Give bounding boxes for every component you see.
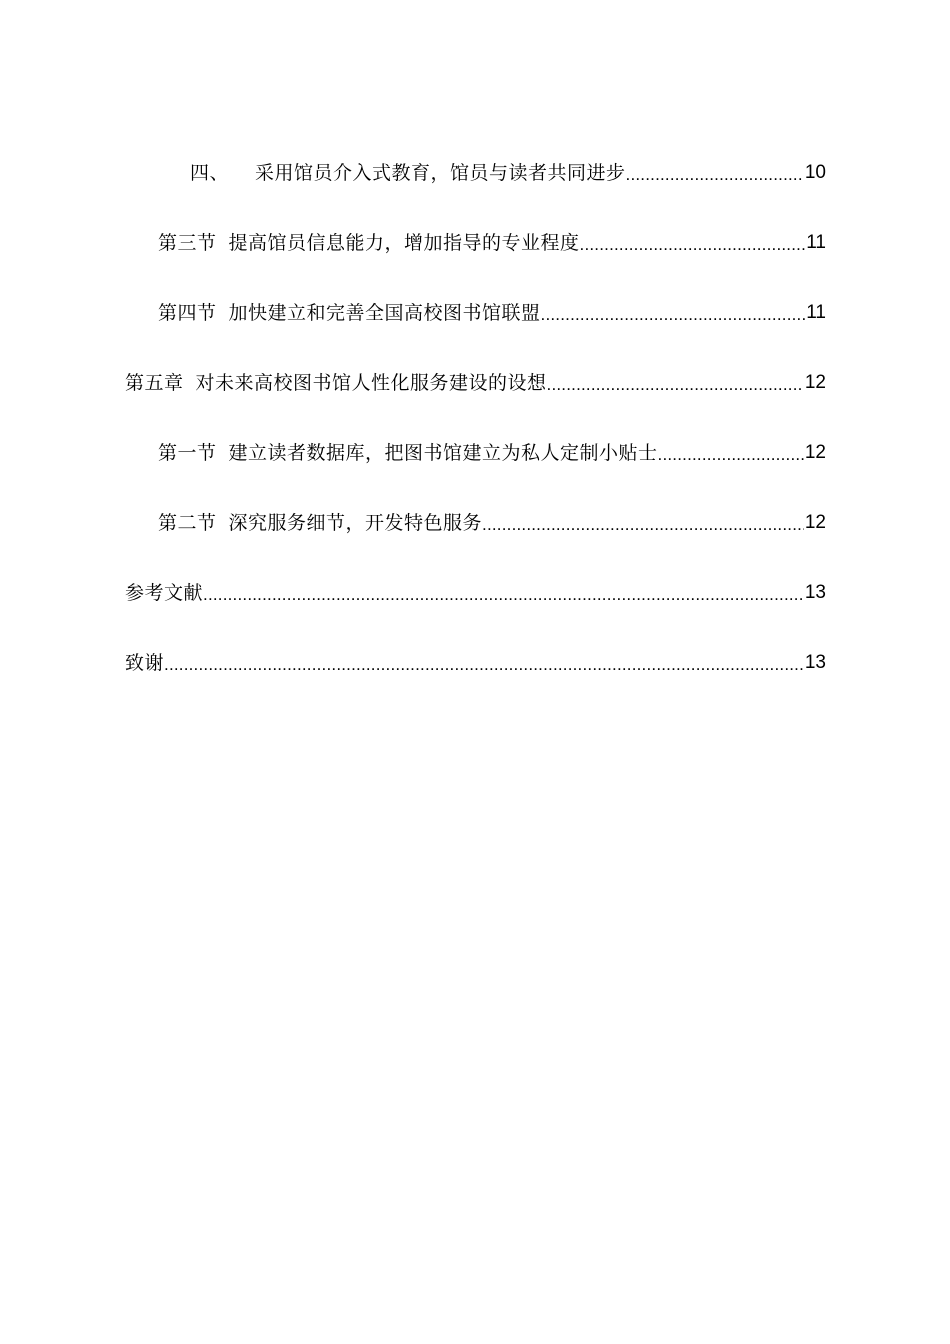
- toc-entry-title: 加快建立和完善全国高校图书馆联盟: [228, 302, 541, 324]
- toc-entry[interactable]: [190, 158, 826, 188]
- toc-entry[interactable]: [158, 508, 826, 538]
- toc-entry-prefix: 第三节: [158, 232, 217, 254]
- dot-leader: [626, 162, 804, 188]
- toc-entry-label: [158, 228, 580, 258]
- toc-entry-prefix: 第二节: [158, 512, 217, 534]
- toc-entry-prefix: 第四节: [158, 302, 217, 324]
- toc-entry-title: 致谢: [125, 652, 165, 674]
- toc-entry-prefix: 第五章: [125, 372, 184, 394]
- toc-entry-page-number: 13: [804, 582, 826, 603]
- toc-entry[interactable]: [158, 298, 826, 328]
- toc-entry-page-number: 11: [806, 302, 826, 323]
- toc-entry-label: [158, 298, 541, 328]
- dot-leader: [541, 302, 806, 328]
- dot-leader: [580, 232, 806, 258]
- toc-entry-prefix: 第一节: [158, 442, 217, 464]
- dot-leader: [203, 582, 804, 608]
- toc-entry-label: [190, 158, 626, 188]
- toc-entry-title: 采用馆员介入式教育，馆员与读者共同进步: [255, 162, 626, 184]
- toc-entry-page-number: 10: [804, 162, 826, 183]
- toc-entry-title: 深究服务细节，开发特色服务: [228, 512, 483, 534]
- toc-entry[interactable]: [158, 228, 826, 258]
- toc-entry[interactable]: [125, 578, 826, 608]
- toc-entry-label: [125, 648, 164, 678]
- toc-entry-page-number: 12: [804, 442, 826, 463]
- toc-entry[interactable]: [125, 368, 826, 398]
- toc-entry-page-number: 13: [804, 652, 826, 673]
- toc-entry-label: [158, 508, 482, 538]
- dot-leader: [547, 372, 804, 398]
- dot-leader: [482, 512, 804, 538]
- toc-entry-title: 提高馆员信息能力，增加指导的专业程度: [228, 232, 580, 254]
- toc-entry-page-number: 12: [804, 372, 826, 393]
- toc-entry-page-number: 12: [804, 512, 826, 533]
- toc-entry-prefix: 四、: [190, 162, 230, 184]
- toc-entry-label: [125, 368, 547, 398]
- dot-leader: [164, 652, 804, 678]
- toc-entry-label: [125, 578, 203, 608]
- toc-entry[interactable]: [125, 648, 826, 678]
- toc-entry[interactable]: [158, 438, 826, 468]
- dot-leader: [658, 442, 804, 468]
- toc-entry-title: 参考文献: [125, 582, 204, 604]
- toc-entry-label: [158, 438, 658, 468]
- toc-entry-title: 建立读者数据库，把图书馆建立为私人定制小贴士: [228, 442, 658, 464]
- toc-entry-page-number: 11: [806, 232, 826, 253]
- toc-entry-title: 对未来高校图书馆人性化服务建设的设想: [195, 372, 547, 394]
